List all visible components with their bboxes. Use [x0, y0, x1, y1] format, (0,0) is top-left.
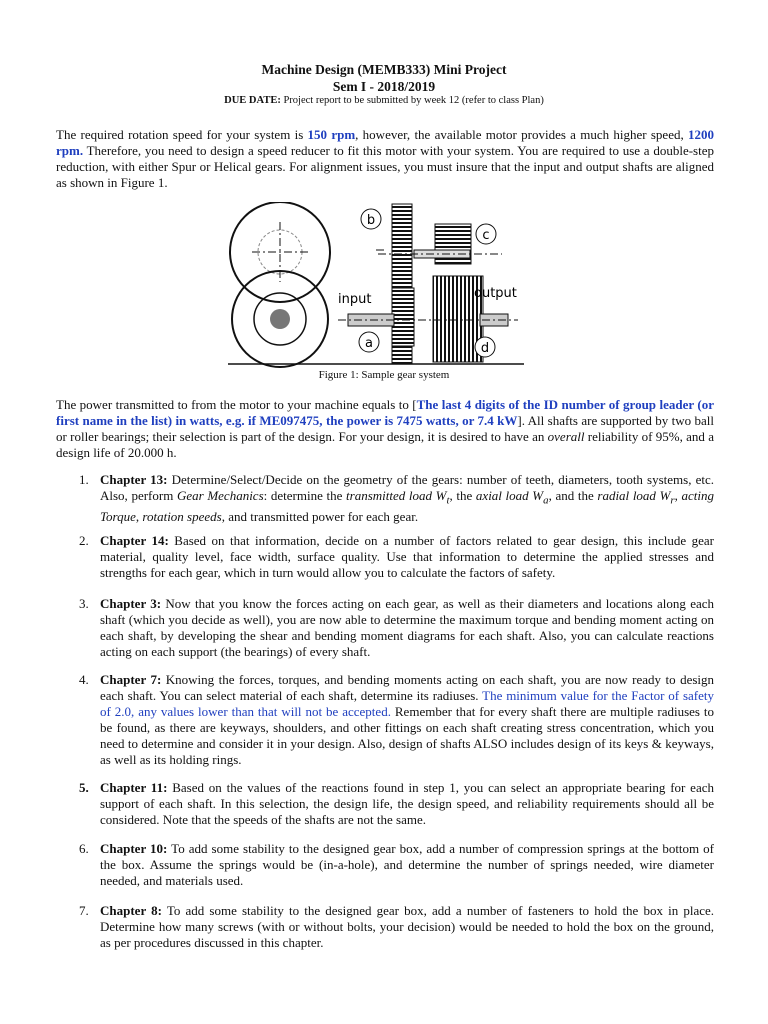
list-item-number: 2.: [79, 533, 89, 548]
label-b: b: [366, 213, 376, 228]
power-text-3: reliability of 95%, and a design life of 20.000 h.: [56, 429, 714, 460]
power-text-2: ]. All shafts are supported by two ball or roller bearings; their selection is part of the design. For your design, it is desired to have an: [56, 413, 715, 444]
item-text: Now that you know the forces acting on each gear, as well as their diameters and locations along each shaft (which you decide as well), you are now able to determine the maximum torque and bending moment acting on each shaft, by developing the shear and bending moment diagrams for each shaft. Also, you can calculate reactions acting on each support (the bearings) of every shaft.: [100, 596, 714, 659]
due-date-text: Project report to be submitted by week 12 (refer to class Plan): [280, 95, 544, 106]
item-italic: rotation speeds: [142, 508, 222, 524]
list-item-number: 5.: [79, 780, 89, 795]
item-blue-note: The minimum value for the Factor of safety of 2.0, any values lower than that will not be accepted.: [100, 688, 715, 719]
chapter-label: Chapter 8:: [100, 903, 162, 918]
power-highlight: The last 4 digits of the ID number of group leader (or first name in the list) in watts, e.g. if ME097475, the power is 7475 watts, or 7.4 kW: [56, 397, 714, 428]
list-item-body: [100, 533, 714, 581]
label-c: c: [482, 228, 490, 243]
label-a: a: [365, 336, 373, 351]
label-input: input: [338, 292, 372, 307]
item-text: Based on the values of the reactions found in step 1, you can select an appropriate bearing for each support of each shaft. In this selection, the design life, the design speed, and reliability requirements should all be considered. Note that the speeds of the shafts are not the same.: [100, 780, 714, 827]
list-item-body: [100, 841, 714, 889]
item-text: To add some stability to the designed gear box, add a number of fasteners to hold the box in place. Determine how many screws (with or without bolts, your decision) would be needed to hold the box on the ground, as per procedures discussed in this chapter.: [100, 903, 715, 950]
due-date-line: [0, 95, 768, 106]
list-item-number: 3.: [79, 596, 89, 611]
intro-text-1: The required rotation speed for your system is: [56, 127, 308, 142]
item-text: , and the: [548, 488, 598, 503]
item-text: Knowing the forces, torques, and bending moments acting on each shaft, you are now ready to design each shaft. You can select material of each shaft, determine its radiuses.: [100, 672, 715, 703]
item-text: To add some stability to the designed gear box, add a number of compression springs at the bottom of the box. Assume the springs would be (in-a-hole), and determine the number of springs needed, wire diameter needed, and materials used.: [100, 841, 715, 888]
item-text: : determine the: [263, 488, 347, 503]
list-item-body: [100, 596, 714, 660]
label-d: d: [480, 341, 490, 356]
item-text: Remember that for every shaft there are multiple radiuses to be found, as there are keyways, shoulders, and other fittings on each shaft creating stress concentration, which you need to determine and consider it in your design. Also, design of shafts ALSO includes design of its keys & keyways, as well as its holding rings.: [100, 704, 715, 767]
chapter-label: Chapter 11:: [100, 780, 168, 795]
chapter-label: Chapter 7:: [100, 672, 162, 687]
list-item-body: [100, 472, 714, 525]
item-text: Determine/Select/Decide on the geometry of the gears: number of teeth, diameters, tooth systems, etc. Also, perform: [100, 472, 715, 503]
item-text: ,: [135, 508, 143, 524]
item-italic: radial load W: [597, 488, 671, 503]
power-paragraph: [56, 397, 714, 461]
intro-paragraph: [56, 127, 714, 191]
power-text-1: The power transmitted to from the motor to your machine equals to [: [56, 397, 417, 412]
list-item-number: 1.: [79, 472, 89, 487]
power-overall: overall: [547, 429, 585, 444]
chapter-label: Chapter 13:: [100, 472, 168, 487]
list-item-body: [100, 903, 714, 951]
document-title: Machine Design (MEMB333) Mini Project: [261, 62, 507, 77]
chapter-label: Chapter 14:: [100, 533, 169, 548]
list-item-body: [100, 672, 714, 768]
chapter-label: Chapter 3:: [100, 596, 162, 611]
side-view-gears: [338, 204, 518, 364]
item-italic: Gear Mechanics: [176, 488, 264, 503]
item-text: Based on that information, decide on a number of factors related to gear design, this include gear material, quality level, face width, surface quality. Use that information to determine the applied stresses and strengths for each gear, which in turn would allow you to calculate the factors of safety.: [100, 533, 714, 580]
item-text: , and transmitted power for each gear.: [221, 508, 419, 524]
document-semester: Sem I - 2018/2019: [332, 79, 436, 94]
list-item-body: [100, 780, 714, 828]
item-text: ,: [674, 488, 682, 503]
item-subscript: r: [670, 494, 675, 507]
due-date-label: DUE DATE:: [224, 95, 281, 106]
output-speed: 150 rpm: [307, 127, 356, 142]
item-subscript: a: [543, 494, 549, 507]
item-subscript: t: [446, 494, 450, 507]
list-item-number: 4.: [79, 672, 89, 687]
intro-text-2: , however, the available motor provides a much higher speed,: [355, 127, 688, 142]
item-text: , the: [449, 488, 476, 503]
item-italic: axial load W: [475, 488, 544, 503]
list-item-number: 7.: [79, 903, 89, 918]
list-item-number: 6.: [79, 841, 89, 856]
label-output: output: [474, 286, 517, 301]
input-speed: 1200 rpm.: [56, 127, 714, 158]
intro-text-3: Therefore, you need to design a speed reducer to fit this motor with your system. You are required to use a double-step reduction, with either Spur or Helical gears. For alignment issues, you must insure that the input and output shafts are aligned as shown in Figure 1.: [56, 143, 714, 190]
item-italic: transmitted load W: [346, 488, 447, 503]
figure-caption: Figure 1: Sample gear system: [318, 369, 450, 381]
item-italic: acting Torque: [100, 488, 715, 524]
gear-system-figure: [228, 202, 528, 368]
chapter-label: Chapter 10:: [100, 841, 168, 856]
